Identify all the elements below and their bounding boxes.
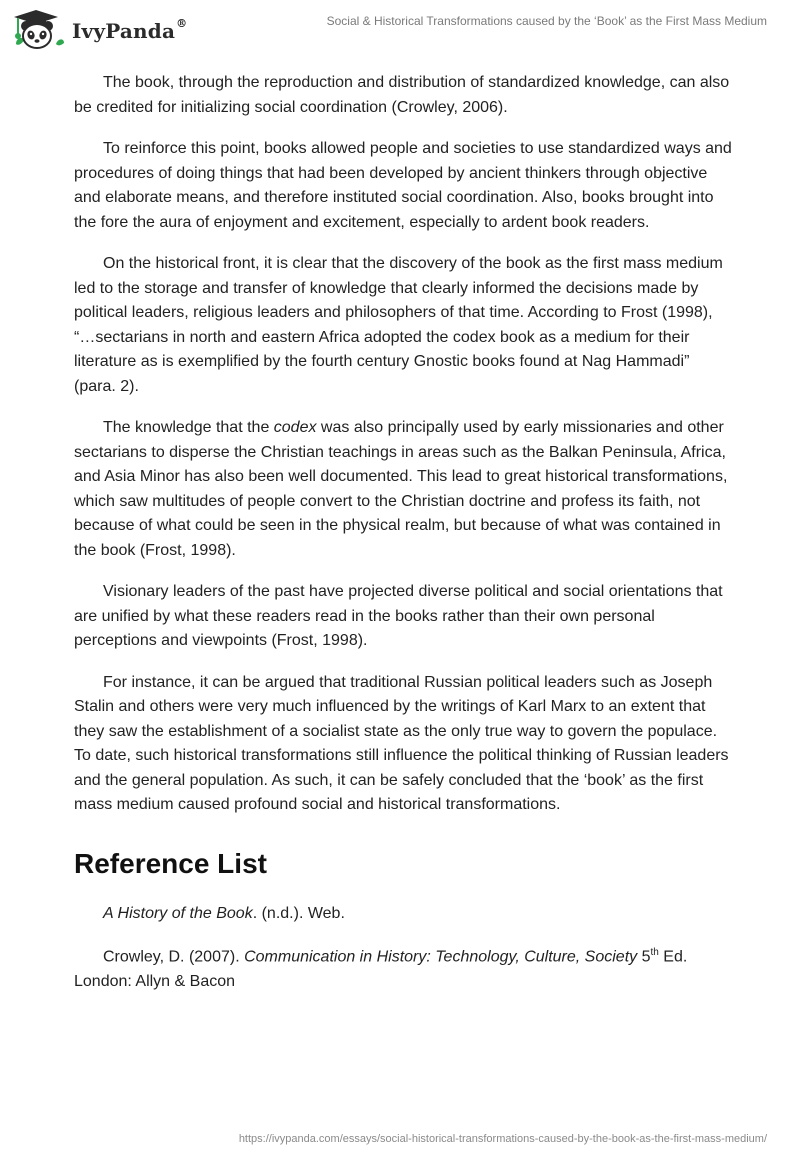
body-paragraph: The book, through the reproduction and distribution of standardized knowledge, can also be credited for initializing social coordination (Crowley, 2006). xyxy=(74,74,730,116)
codex-emphasis: codex xyxy=(273,419,317,436)
reference-item: Crowley, D. (2007). Communication in History: Technology, Culture, Society 5th Ed. London: Allyn & Bacon xyxy=(74,947,688,990)
reference-item: A History of the Book. (n.d.). Web. xyxy=(103,904,345,922)
essay-content xyxy=(74,71,734,1009)
body-paragraph: On the historical front, it is clear that the discovery of the book as the first mass medium led to the storage and transfer of knowledge that clearly informed the decisions made by political leaders, religious leaders and philosophers of that time. According to Frost (1998), “…sectarians in north and eastern Africa adopted the codex book as a medium for their literature as is exemplified by the fourth century Gnostic books found at Nag Hammadi” (para. 2). xyxy=(74,255,723,395)
page-header xyxy=(0,0,800,62)
body-paragraph: Visionary leaders of the past have projected diverse political and social orientations that are unified by what these readers read in the books rather than their own personal perceptions and viewpoints (Frost, 1998). xyxy=(74,583,723,649)
source-url[interactable]: https://ivypanda.com/essays/social-historical-transformations-caused-by-the-book-as-the-first-mass-medium/ xyxy=(238,1133,767,1145)
body-paragraph: The knowledge that the codex was also principally used by early missionaries and other sectarians to disperse the Christian teachings in areas such as the Balkan Peninsula, Africa, and Asia Minor has also been well documented. This lead to great historical transformations, which saw multitudes of people convert to the Christian doctrine and profess its faith, not because of what could be seen in the physical realm, but because of what was contained in the book (Frost, 1998). xyxy=(74,419,728,559)
logo-wordmark: IvyPanda® xyxy=(72,17,188,43)
ivypanda-logo[interactable] xyxy=(14,8,187,52)
reference-list-heading: Reference List xyxy=(74,847,267,879)
panda-graduation-cap-icon xyxy=(14,8,66,52)
body-paragraph: For instance, it can be argued that traditional Russian political leaders such as Joseph Stalin and others were very much influenced by the writings of Karl Marx to an extent that they saw the establishment of a socialist state as the only true way to govern the populace. To date, such historical transformations still influence the political thinking of Russian leaders and the general population. As such, it can be safely concluded that the ‘book’ as the first mass medium caused profound social and historical transformations. xyxy=(74,673,729,813)
document-title: Social & Historical Transformations caused by the ‘Book’ as the First Mass Medium xyxy=(326,14,767,28)
body-paragraph: To reinforce this point, books allowed people and societies to use standardized ways and procedures of doing things that had been developed by ancient thinkers through objective and elaborate means, and therefore instituted social coordination. Also, books brought into the fore the aura of enjoyment and excitement, especially to ardent book readers. xyxy=(74,140,732,231)
